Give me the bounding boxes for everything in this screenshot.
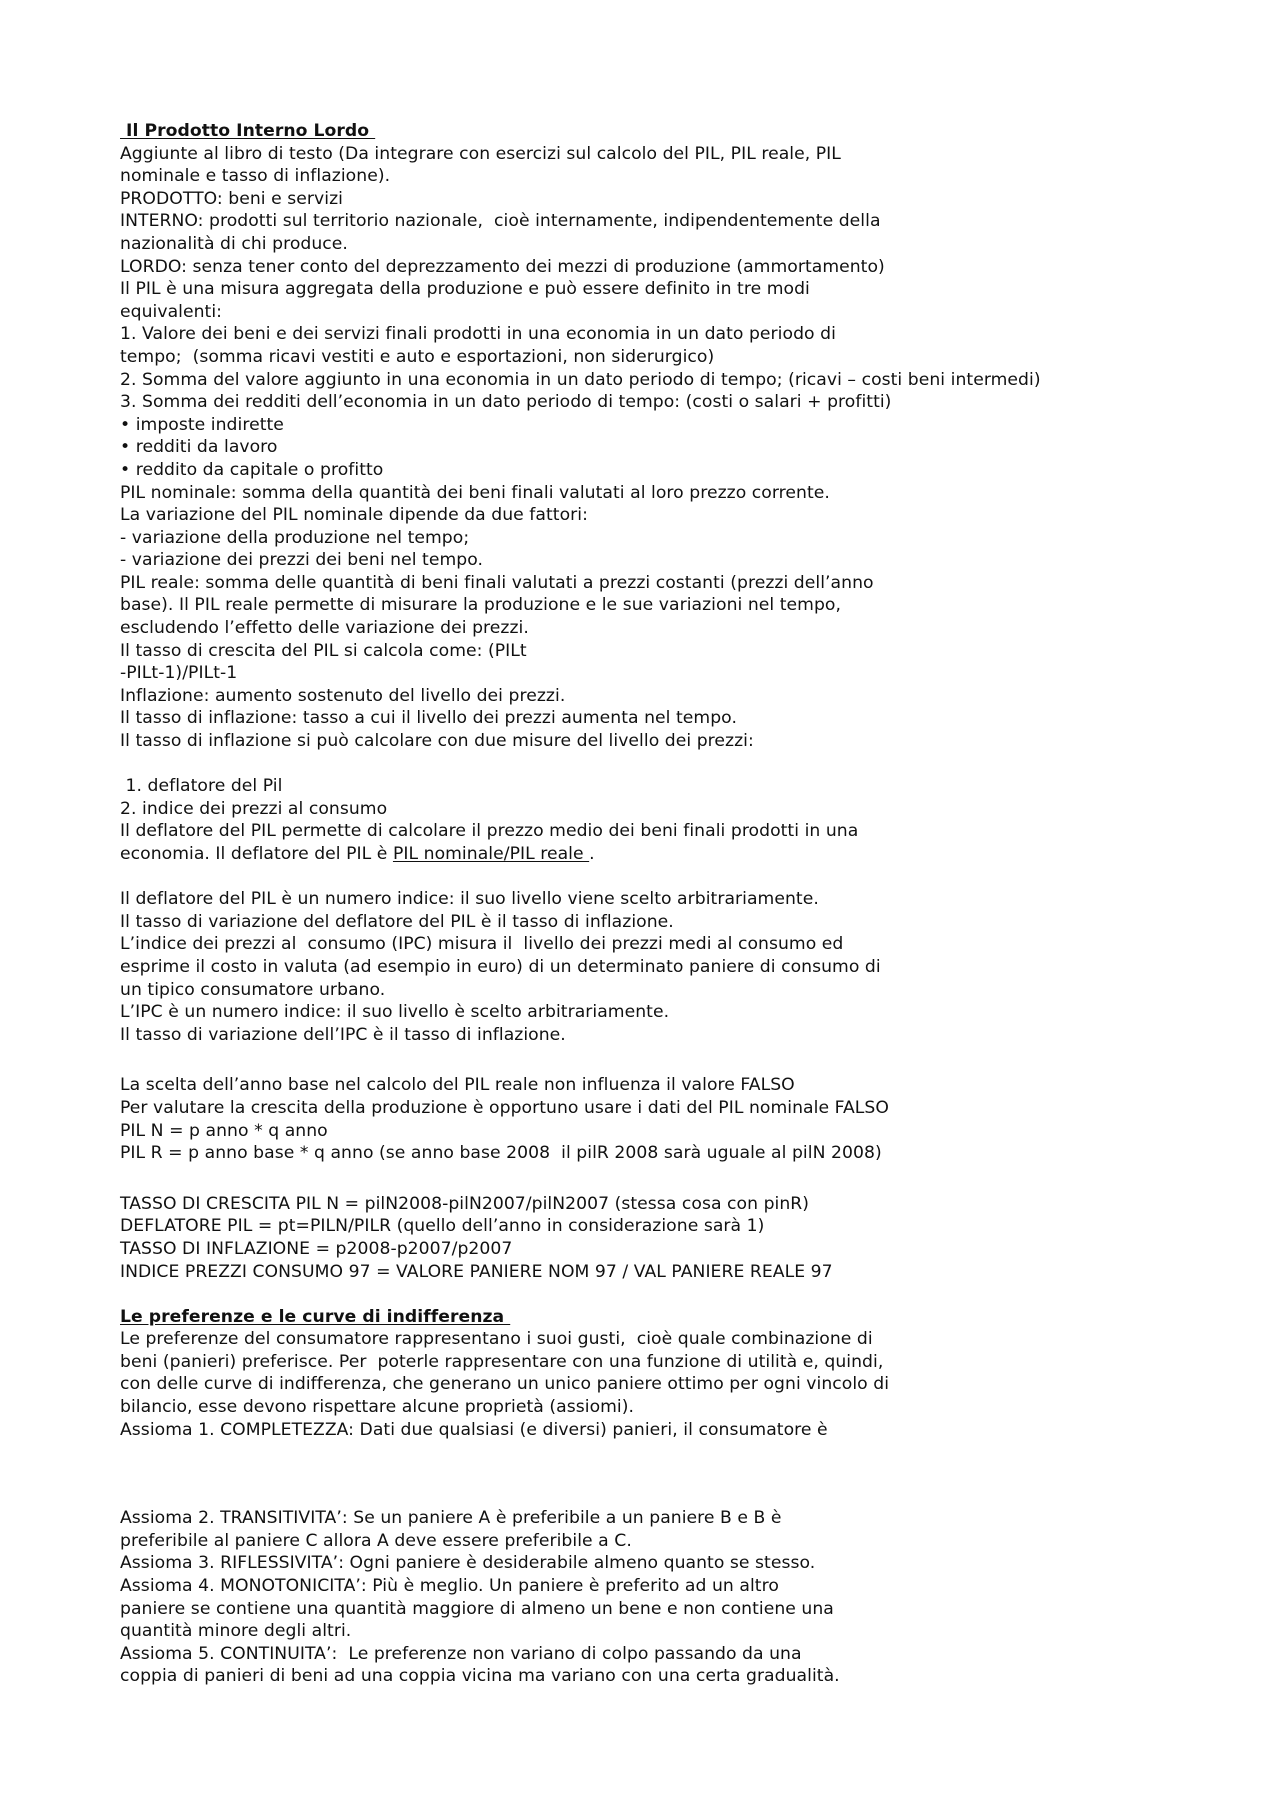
deflator-text-line: 2. indice dei prezzi al consumo (120, 798, 388, 819)
index-text-line: Il deflatore del PIL è un numero indice: il suo livello viene scelto arbitrariamente. (120, 889, 819, 910)
document-page (120, 120, 1230, 1688)
pil-text-line: nazionalità di chi produce. (120, 233, 348, 254)
preferences-text-line: Le preferenze del consumatore rappresentano i suoi gusti, cioè quale combinazione di (120, 1329, 873, 1350)
axiom-text-line: coppia di panieri di beni ad una coppia vicina ma variano con una certa gradualità. (120, 1666, 840, 1687)
pil-text-line: • imposte indirette (120, 414, 284, 435)
axiom-text-line: quantità minore degli altri. (120, 1621, 352, 1642)
axiom-text-line: paniere se contiene una quantità maggiore di almeno un bene e non contiene una (120, 1598, 834, 1619)
pil-text-line: Il tasso di crescita del PIL si calcola come: (PILt (120, 640, 527, 661)
spacer (120, 866, 1230, 889)
preferences-intro-block (120, 1328, 1230, 1441)
axiom-text-line: Assioma 4. MONOTONICITA’: Più è meglio. Un paniere è preferito ad un altro (120, 1576, 779, 1597)
index-numbers-block (120, 888, 1230, 1046)
section-title-preferences: Le preferenze e le curve di indifferenza (120, 1306, 511, 1327)
true-false-block (120, 1074, 1230, 1164)
deflator-list-block (120, 775, 1230, 843)
preferences-text-line: bilancio, esse devono rispettare alcune proprietà (assiomi). (120, 1397, 635, 1418)
index-text-line: Il tasso di variazione dell’IPC è il tasso di inflazione. (120, 1024, 566, 1045)
pil-text-line: • reddito da capitale o profitto (120, 459, 384, 480)
pil-text-line: - variazione dei prezzi dei beni nel tempo. (120, 550, 484, 571)
pil-text-line: base). Il PIL reale permette di misurare la produzione e le sue variazioni nel tempo, (120, 595, 842, 616)
true-false-text-line: PIL R = p anno base * q anno (se anno base 2008 il pilR 2008 sarà uguale al pilN 2008) (120, 1143, 882, 1164)
pil-text-line: Aggiunte al libro di testo (Da integrare con esercizi sul calcolo del PIL, PIL reale, PIL (120, 143, 841, 164)
pil-text-line: PRODOTTO: beni e servizi (120, 188, 343, 209)
deflator-formula-line (120, 843, 1230, 866)
pil-text-line: • redditi da lavoro (120, 437, 278, 458)
pil-text-line: equivalenti: (120, 301, 223, 322)
pil-text-line: Inflazione: aumento sostenuto del livello dei prezzi. (120, 685, 566, 706)
pil-definitions-block (120, 143, 1230, 753)
preferences-text-line: con delle curve di indifferenza, che generano un unico paniere ottimo per ogni vincolo di (120, 1374, 890, 1395)
spacer (120, 1283, 1230, 1306)
pil-text-line: 1. Valore dei beni e dei servizi finali prodotti in una economia in un dato periodo di (120, 324, 836, 345)
pil-text-line: - variazione della produzione nel tempo; (120, 527, 470, 548)
axioms-block (120, 1507, 1230, 1688)
formulas-block (120, 1193, 1230, 1283)
spacer (120, 1046, 1230, 1074)
axiom-text-line: Assioma 5. CONTINUITA’: Le preferenze non variano di colpo passando da una (120, 1643, 802, 1664)
pil-text-line: escludendo l’effetto delle variazione dei prezzi. (120, 618, 529, 639)
deflator-suffix: . (589, 844, 595, 864)
pil-text-line: Il tasso di inflazione si può calcolare con due misure del livello dei prezzi: (120, 731, 754, 752)
index-text-line: L’IPC è un numero indice: il suo livello è scelto arbitrariamente. (120, 1002, 670, 1023)
pil-text-line: 2. Somma del valore aggiunto in una economia in un dato periodo di tempo; (ricavi – costi beni intermedi) (120, 369, 1041, 390)
preferences-text-line: beni (panieri) preferisce. Per poterle rappresentare con una funzione di utilità e, quindi, (120, 1351, 884, 1372)
pil-text-line: La variazione del PIL nominale dipende da due fattori: (120, 505, 588, 526)
pil-text-line: LORDO: senza tener conto del deprezzamento dei mezzi di produzione (ammortamento) (120, 256, 885, 277)
axiom-text-line: preferibile al paniere C allora A deve essere preferibile a C. (120, 1530, 632, 1551)
preferences-text-line: Assioma 1. COMPLETEZZA: Dati due qualsiasi (e diversi) panieri, il consumatore è (120, 1419, 828, 1440)
index-text-line: Il tasso di variazione del deflatore del PIL è il tasso di inflazione. (120, 911, 674, 932)
true-false-text-line: PIL N = p anno * q anno (120, 1120, 328, 1141)
spacer (120, 1165, 1230, 1193)
formula-text-line: TASSO DI CRESCITA PIL N = pilN2008-pilN2007/pilN2007 (stessa cosa con pinR) (120, 1193, 810, 1214)
pil-text-line: PIL nominale: somma della quantità dei beni finali valutati al loro prezzo corrente. (120, 482, 830, 503)
index-text-line: L’indice dei prezzi al consumo (IPC) misura il livello dei prezzi medi al consumo ed (120, 934, 844, 955)
pil-text-line: Il PIL è una misura aggregata della produzione e può essere definito in tre modi (120, 279, 810, 300)
true-false-text-line: La scelta dell’anno base nel calcolo del PIL reale non influenza il valore FALSO (120, 1075, 795, 1096)
section-title-pil: Il Prodotto Interno Lordo (120, 121, 376, 141)
spacer (120, 1441, 1230, 1507)
axiom-text-line: Assioma 2. TRANSITIVITA’: Se un paniere A è preferibile a un paniere B e B è (120, 1508, 782, 1529)
formula-text-line: DEFLATORE PIL = pt=PILN/PILR (quello dell’anno in considerazione sarà 1) (120, 1216, 765, 1237)
axiom-text-line: Assioma 3. RIFLESSIVITA’: Ogni paniere è desiderabile almeno quanto se stesso. (120, 1553, 816, 1574)
formula-text-line: INDICE PREZZI CONSUMO 97 = VALORE PANIERE NOM 97 / VAL PANIERE REALE 97 (120, 1261, 833, 1282)
true-false-text-line: Per valutare la crescita della produzione è opportuno usare i dati del PIL nominale FALSO (120, 1097, 889, 1118)
deflator-prefix: economia. Il deflatore del PIL è (120, 844, 393, 864)
pil-text-line: PIL reale: somma delle quantità di beni finali valutati a prezzi costanti (prezzi dell’anno (120, 572, 874, 593)
pil-text-line: 3. Somma dei redditi dell’economia in un dato periodo di tempo: (costi o salari + profitti) (120, 392, 892, 413)
deflator-text-line: Il deflatore del PIL permette di calcolare il prezzo medio dei beni finali prodotti in una (120, 821, 859, 842)
deflator-formula: PIL nominale/PIL reale (392, 844, 590, 864)
pil-text-line: tempo; (somma ricavi vestiti e auto e esportazioni, non siderurgico) (120, 346, 715, 367)
deflator-text-line: 1. deflatore del Pil (120, 776, 283, 797)
index-text-line: esprime il costo in valuta (ad esempio in euro) di un determinato paniere di consumo di (120, 956, 881, 977)
index-text-line: un tipico consumatore urbano. (120, 979, 386, 1000)
pil-text-line: INTERNO: prodotti sul territorio nazionale, cioè internamente, indipendentemente della (120, 211, 881, 232)
pil-text-line: -PILt-1)/PILt-1 (120, 663, 238, 684)
formula-text-line: TASSO DI INFLAZIONE = p2008-p2007/p2007 (120, 1238, 513, 1259)
spacer (120, 753, 1230, 776)
pil-text-line: Il tasso di inflazione: tasso a cui il livello dei prezzi aumenta nel tempo. (120, 708, 737, 729)
pil-text-line: nominale e tasso di inflazione). (120, 166, 391, 187)
